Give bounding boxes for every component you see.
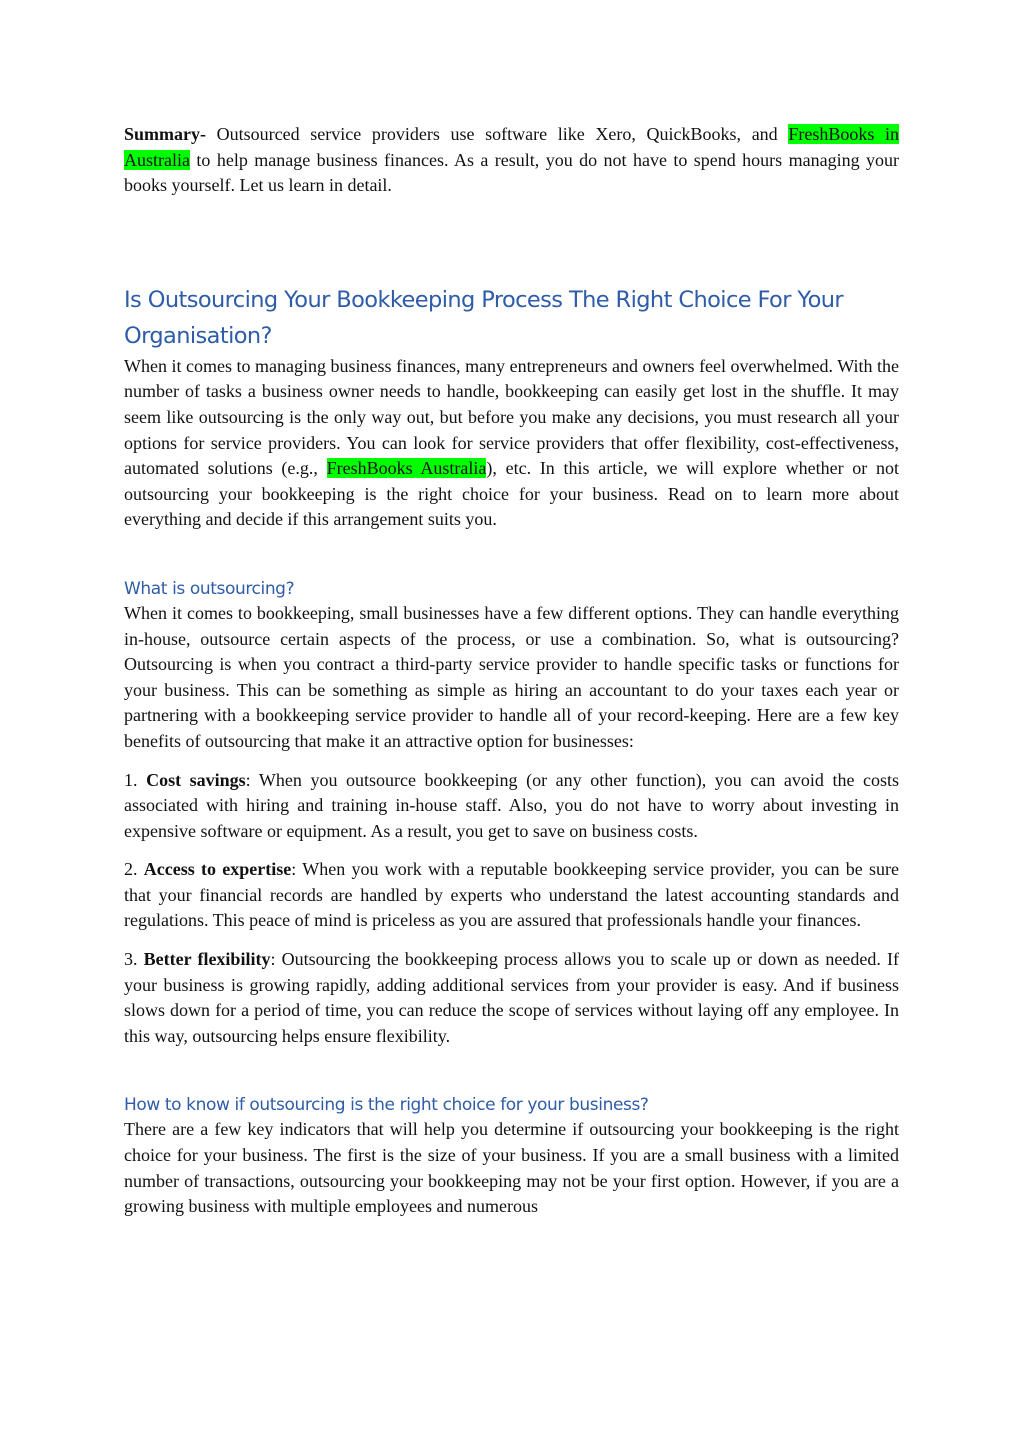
- summary-highlight-link[interactable]: FreshBooks in Australia: [124, 124, 900, 170]
- main-heading: Is Outsourcing Your Bookkeeping Process The Right Choice For Your Organisation?: [124, 286, 844, 349]
- benefit-number: 1.: [124, 769, 147, 790]
- summary-label: Summary-: [124, 124, 206, 144]
- benefit-title: Cost savings: [146, 769, 246, 790]
- benefit-text: : Outsourcing the bookkeeping process allows you to scale up or down as needed. If your business is growing rapidly, adding additional services from your provider is easy. And if business slows down for a period of time, you can reduce the scope of services without laying off any employee. In this way, outsourcing helps ensure flexibility.: [124, 949, 899, 1046]
- summary-paragraph: [124, 122, 899, 199]
- benefit-number: 2.: [124, 859, 144, 880]
- intro-paragraph: [124, 354, 899, 533]
- benefit-title: Access to expertise: [143, 859, 292, 880]
- intro-highlight-link[interactable]: FreshBooks Australia: [326, 458, 487, 479]
- section-heading-how-to-know: How to know if outsourcing is the right choice for your business?: [124, 1095, 649, 1116]
- intro-text-before: When it comes to managing business finances, many entrepreneurs and owners feel overwhelmed. With the number of tasks a business owner needs to handle, bookkeeping can easily get lost in the shuffle. It may seem like outsourcing is the only way out, but before you make any decisions, you must research all your options for service providers. You can look for service providers that offer flexibility, cost-effectiveness, automated solutions (e.g.,: [124, 355, 899, 479]
- benefit-text: : When you outsource bookkeeping (or any other function), you can avoid the costs associated with hiring and training in-house staff. Also, you do not have to worry about investing in expensive software or equipment. As a result, you get to save on business costs.: [124, 769, 900, 841]
- section2-body: There are a few key indicators that will help you determine if outsourcing your bookkeeping is the right choice for your business. The first is the size of your business. If you are a small business with a limited number of transactions, outsourcing your bookkeeping may not be your first option. However, if you are a growing business with multiple employees and numerous: [124, 1119, 899, 1217]
- benefit-item: [124, 768, 899, 845]
- section-heading-what-is-outsourcing: What is outsourcing?: [124, 578, 295, 599]
- section1-body: When it comes to bookkeeping, small businesses have a few different options. They can handle everything in-house, outsource certain aspects of the process, or use a combination. So, what is outsourcing? Outsourcing is when you contract a third-party service provider to handle specific tasks or functions for your business. This can be something as simple as hiring an accountant to do your taxes each year or partnering with a bookkeeping service provider to handle all of your record-keeping. Here are a few key benefits of outsourcing that make it an attractive option for businesses:: [124, 602, 899, 751]
- summary-text-before: Outsourced service providers use software like Xero, QuickBooks, and: [206, 124, 789, 144]
- benefit-item: [124, 947, 899, 1049]
- intro-text-after: ), etc. In this article, we will explore whether or not outsourcing your bookkeeping is the right choice for your business. Read on to learn more about everything and decide if this arrangement suits you.: [124, 458, 900, 530]
- benefit-text: : When you work with a reputable bookkeeping service provider, you can be sure that your financial records are handled by experts who understand the latest accounting standards and regulations. This peace of mind is priceless as you are assured that professionals handle your finances.: [124, 859, 900, 931]
- benefit-number: 3.: [124, 949, 144, 970]
- benefit-item: [124, 857, 899, 934]
- benefit-title: Better flexibility: [143, 949, 271, 970]
- document-content: [124, 122, 899, 1220]
- summary-text-after: to help manage business finances. As a result, you do not have to spend hours managing your books yourself. Let us learn in detail.: [124, 149, 899, 196]
